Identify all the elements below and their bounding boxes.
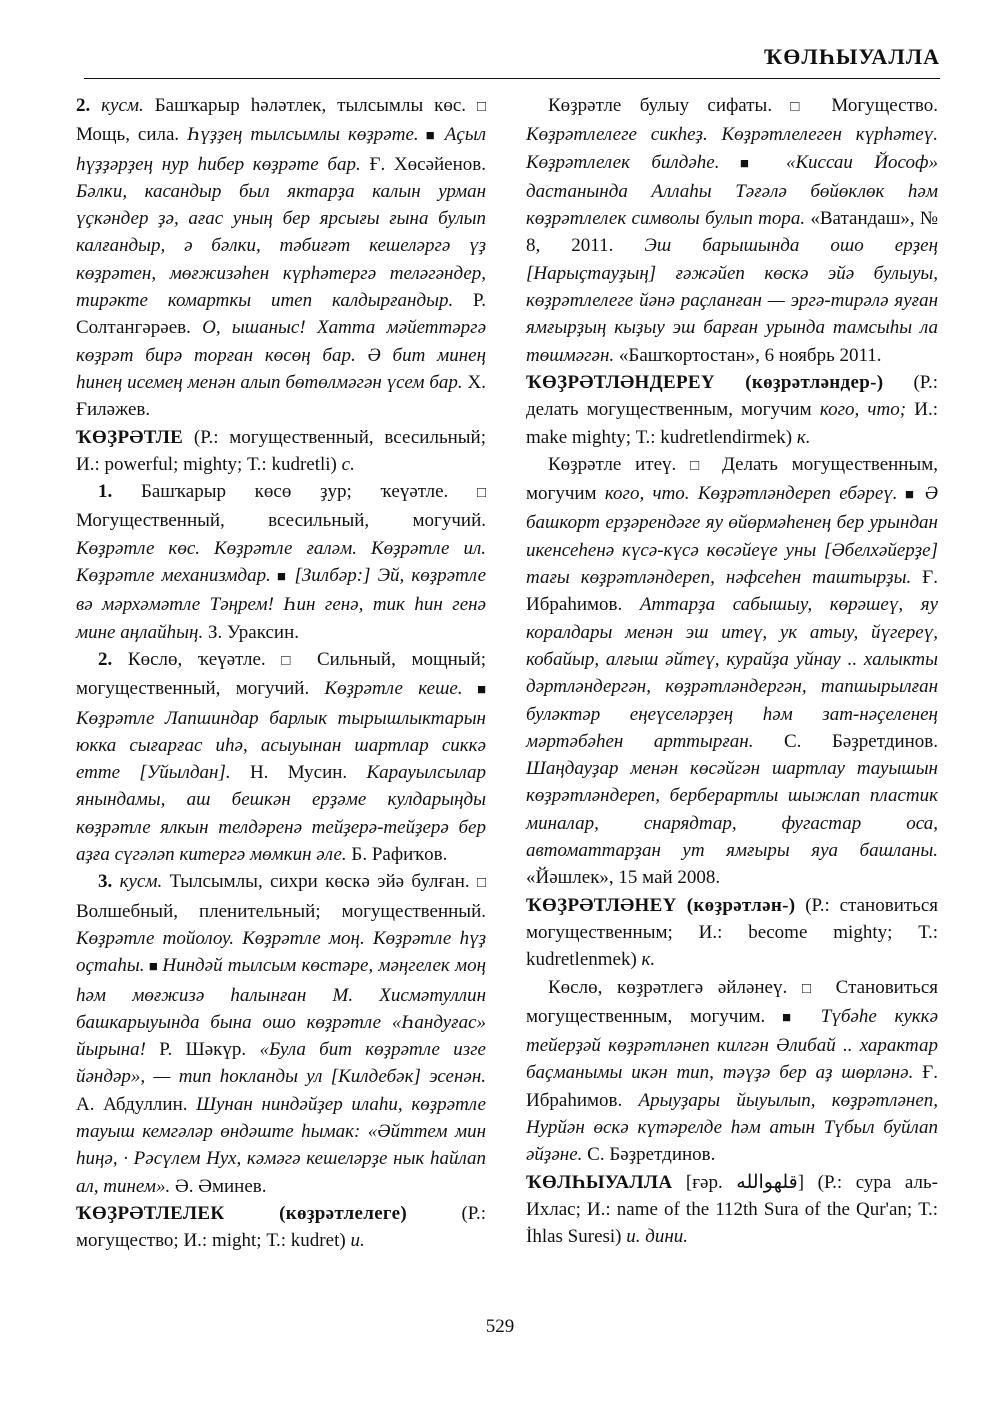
- entry-paragraph: [76, 478, 486, 646]
- italic-example: Бәлки, касандыр был яктарҙа калын урман үҫкәндер ҙә, ағас уның бер ярсығы ғына булып калғандыр, ә бәлки, тәбиғәт кешеләргә үҙ көҙрәтен, мөғжизәһен күрһәтергә теләгәндер, тирәкте комарткы итеп калдырғандыр.: [76, 180, 486, 312]
- entry-paragraph: [526, 451, 938, 892]
- text-segment: «Башҡортостан», 6 ноябрь 2011.: [614, 344, 882, 366]
- marker-symbol: ■: [765, 1009, 821, 1026]
- italic-example: Көҙрәтлелеге сикһеҙ. Көҙрәтлелеген күрһәтеү. Көҙрәтлелек билдәһе.: [526, 124, 938, 173]
- text-segment: Н. Мусин.: [230, 762, 367, 784]
- text-segment: Башҡарыр һәләтлек, тылсымлы көс.: [143, 95, 477, 116]
- text-segment: (Р.: становиться могущественным; И.: become mighty; Т.: kudretlenmek): [526, 894, 939, 971]
- text-segment: И.: make mighty; Т.: kudretlendirmek): [526, 399, 938, 448]
- marker-symbol: □: [801, 980, 821, 997]
- italic-example: Ниндәй тылсым көстәре, мәңгелек моң һәм мөғжизә һалынған М. Хисмәтуллин башкарыуында бына ошо көҙрәтле «Һандуғас» йырына!: [76, 955, 486, 1061]
- headword: ҠӨҘРӘТЛӘНЕҮ (көҙрәтлән-): [526, 894, 796, 916]
- italic-example: Карауылсылар янындамы, аш бешкән ерҙәме кулдарыңды көҙрәтле ялкын телдәренә тейҙерә-тейҙерә бер аҙға сүгәләп китергә мөмкин әле.: [76, 762, 486, 866]
- sense-number: 2.: [98, 648, 128, 670]
- italic-example: Эш барышында ошо ерҙең [Нарыҫтауҙың] ғәжәйеп көскә эйә булыуы, көҙрәтлелеге йәнә раҫланған — эргә-тирәлә яуған ямғырҙың кыҙыу эш барған урында тамсыһы ла төшмәгән.: [526, 235, 938, 366]
- left-column: [76, 92, 486, 1254]
- marker-symbol: ■: [462, 682, 486, 699]
- marker-symbol: ■: [719, 155, 786, 172]
- italic-example: Аттарҙа сабышыу, көрәшеү, яу коралдары менән эш итеү, ук атыу, йүгереү, кобайыр, алғыш әйтеү, курайҙа уйнау .. халыкты дәртләндергән, көҙрәтләндергән, тапшырылған буләктәр еңеүселәрҙең һәм зат-нәҫеленең мәртәбәһен арттырған.: [526, 594, 939, 752]
- headword: ҠӨҘРӘТЛӘНДЕРЕҮ (көҙрәтләндер-): [526, 371, 884, 393]
- italic-example: О, ышаныс! Хатта мәйеттәргә көҙрәт бирә торған көсөң бар. Ә бит минең һинең исемең менән алып бөтөлмәгән үсем бар.: [76, 317, 487, 393]
- text-segment: Могущественный, всесильный, могучий.: [76, 510, 486, 532]
- italic-example: и.: [350, 1230, 365, 1252]
- italic-example: к.: [796, 426, 811, 448]
- text-segment: Х. Ғиләжев.: [76, 371, 486, 421]
- text-segment: «Йәшлек», 15 май 2008.: [526, 867, 721, 889]
- text-segment: С. Бәҙретдинов.: [582, 1144, 716, 1166]
- text-segment: (Р.: могущественный, всесильный; И.: powerful; mighty; Т.: kudretli): [76, 426, 486, 475]
- italic-example: [Зилбәр:] Эй, көҙрәтле вә мәрхәмәтле Тәңрем! Һин генә, тик һин генә мине аңлайһың.: [76, 565, 486, 643]
- headword: ҠӨҘРӘТЛЕЛЕК (көҙрәтлелеге): [76, 1202, 407, 1224]
- italic-example: Шаңдауҙар менән көсәйгән шартлау тауышын көҙрәтләндереп, берберартлы шыжлап пластик миналар, снарядтар, фугастар оса, автоматтарҙан ут ямғыры яуа башланы.: [526, 758, 938, 862]
- marker-symbol: ■: [418, 128, 445, 145]
- italic-example: Ә башкорт ерҙәрендәге яу өйөрмәһенең бер урындан икенсеһенә күсә-күсә көсәйеүе уны [Әбелхәйерҙе] тағы көҙрәтләндереп, нәфсеһен таштырҙы.: [526, 483, 938, 589]
- italic-example: и. дини.: [626, 1226, 689, 1248]
- marker-symbol: □: [690, 457, 709, 474]
- dictionary-entry: [526, 369, 938, 451]
- text-segment: [ғәр. قلهوالله] (Р.: сура аль-Ихлас; И.: name of the 112th Sura of the Qur'an; Т.: İhlas Suresi): [526, 1171, 938, 1248]
- text-segment: Становиться могущественным, могучим.: [526, 976, 938, 1027]
- text-segment: Көслө, көҙрәтлегә әйләнеү.: [548, 976, 802, 998]
- marker-symbol: □: [281, 652, 302, 669]
- italic-example: Арыуҙары йыуылып, көҙрәтләнеп, Нурйән өскә күтәрелде һәм атын Түбыл буйлап әйҙәне.: [526, 1089, 939, 1166]
- italic-example: с.: [341, 453, 355, 475]
- marker-symbol: □: [476, 485, 487, 502]
- marker-symbol: □: [476, 875, 487, 892]
- right-column: [526, 92, 938, 1250]
- dictionary-entry: [526, 1169, 938, 1251]
- italic-example: Түбәһе куккә тейерҙәй көҙрәтләнеп килгән Әлибай .. характар баҫманымы икән тип, тәүҙә бер аҙ шөрләнә.: [526, 1005, 938, 1084]
- text-segment: Р. Шәкүр.: [146, 1039, 260, 1061]
- italic-example: кого, что. Көҙрәтләндереп ебәреү.: [604, 483, 898, 505]
- italic-example: Көҙрәтле тойолоу. Көҙрәтле моң. Көҙрәтле һүҙ оҫтаһы.: [76, 927, 486, 977]
- text-segment: Мощь, сила.: [76, 124, 188, 146]
- italic-example: «Була бит көҙрәтле изге йәндәр», — тип һокланды ул [Килдебәк] эсенән.: [76, 1039, 486, 1088]
- text-segment: (Р.: могущество; И.: might; Т.: kudret): [76, 1202, 486, 1252]
- italic-example: Шунан ниндәйҙер илаһи, көҙрәтле тауыш кемгәләр өндәште һымак: «Әйттем мин һиңә, · Рәсүлем Нух, кәмәгә кешеләрҙе нык һайлап ал, тинем».: [76, 1093, 486, 1197]
- entry-paragraph: [76, 646, 486, 868]
- italic-example: Һүҙҙең тылсымлы көҙрәте.: [187, 124, 419, 146]
- text-segment: Р. Солтангәрәев.: [76, 290, 486, 339]
- text-segment: Ғ. Ибраһимов.: [526, 1062, 939, 1111]
- headword: ҠӨҘРӘТЛЕ: [76, 426, 184, 448]
- sense-number: 3.: [98, 871, 120, 893]
- text-segment: (Р.: делать могущественным, могучим: [526, 371, 938, 421]
- dictionary-entry: [76, 424, 486, 479]
- header-rule: [84, 78, 940, 79]
- marker-symbol: ■: [144, 959, 163, 976]
- dictionary-entry: [76, 1200, 486, 1255]
- italic-example: кого, что;: [819, 399, 907, 421]
- entry-paragraph: [526, 92, 938, 369]
- marker-symbol: □: [476, 99, 487, 115]
- text-segment: Б. Рафиҡов.: [346, 844, 448, 866]
- italic-example: «Киссаи Йософ» дастанында Аллаһы Тәғәлә бөйөклөк һәм көҙрәтлелек символы булып тора.: [526, 151, 938, 230]
- italic-example: Көҙрәтле кеше.: [324, 678, 463, 700]
- italic-example: к.: [641, 949, 656, 971]
- italic-example: кусм.: [119, 871, 163, 893]
- marker-symbol: ■: [270, 569, 295, 586]
- italic-example: Аҫыл һүҙҙәрҙең нур һибер көҙрәте бар.: [76, 124, 486, 175]
- text-segment: Ғ. Ибраһимов.: [526, 567, 939, 616]
- text-segment: С. Бәҙретдинов.: [753, 730, 938, 752]
- marker-symbol: ■: [897, 487, 925, 504]
- text-segment: Сильный, мощный; могущественный, могучий.: [76, 648, 487, 700]
- text-segment: Ғ. Хөсәйенов.: [360, 153, 486, 175]
- headword: ҠӨЛҺЫУАЛЛА: [526, 1171, 673, 1193]
- text-segment: «Ватандаш», № 8, 2011.: [526, 208, 939, 257]
- text-segment: Делать могущественным, могучим: [526, 453, 939, 505]
- text-segment: Тылсымлы, сихри көскә эйә булған.: [162, 871, 477, 893]
- dictionary-entry: [526, 892, 938, 974]
- page-number: 529: [485, 1316, 515, 1337]
- text-segment: Башҡарыр көсө ҙур; ҡеүәтле.: [140, 481, 477, 503]
- sense-number: 1.: [98, 481, 141, 503]
- text-segment: Ә. Әминев.: [170, 1175, 267, 1197]
- italic-example: Көҙрәтле көс. Көҙрәтле ғаләм. Көҙрәтле ил. Көҙрәтле механизмдар.: [76, 537, 486, 587]
- marker-symbol: □: [790, 99, 814, 115]
- running-header: ҠӨЛҺЫУАЛЛА: [764, 44, 940, 69]
- italic-example: Көҙрәтле Лапшиндар барлык тырышлыктарын юкка сығарғас иһә, асыуынан шартлар сиккә етте [Уйылдан].: [76, 707, 486, 784]
- text-segment: З. Ураксин.: [203, 621, 299, 643]
- sense-number: 2.: [76, 95, 102, 116]
- italic-example: кусм.: [101, 95, 144, 116]
- entry-paragraph: [76, 92, 486, 424]
- text-segment: Көслө, ҡеүәтле.: [127, 648, 282, 670]
- text-segment: Көҙрәтле итеү.: [548, 453, 691, 475]
- text-segment: А. Абдуллин.: [76, 1093, 197, 1115]
- text-segment: Могущество.: [813, 95, 938, 116]
- entry-paragraph: [76, 868, 486, 1200]
- text-segment: Волшебный, пленительный; могущественный.: [76, 900, 486, 922]
- entry-paragraph: [526, 974, 938, 1169]
- text-segment: Көҙрәтле булыу сифаты.: [548, 95, 791, 116]
